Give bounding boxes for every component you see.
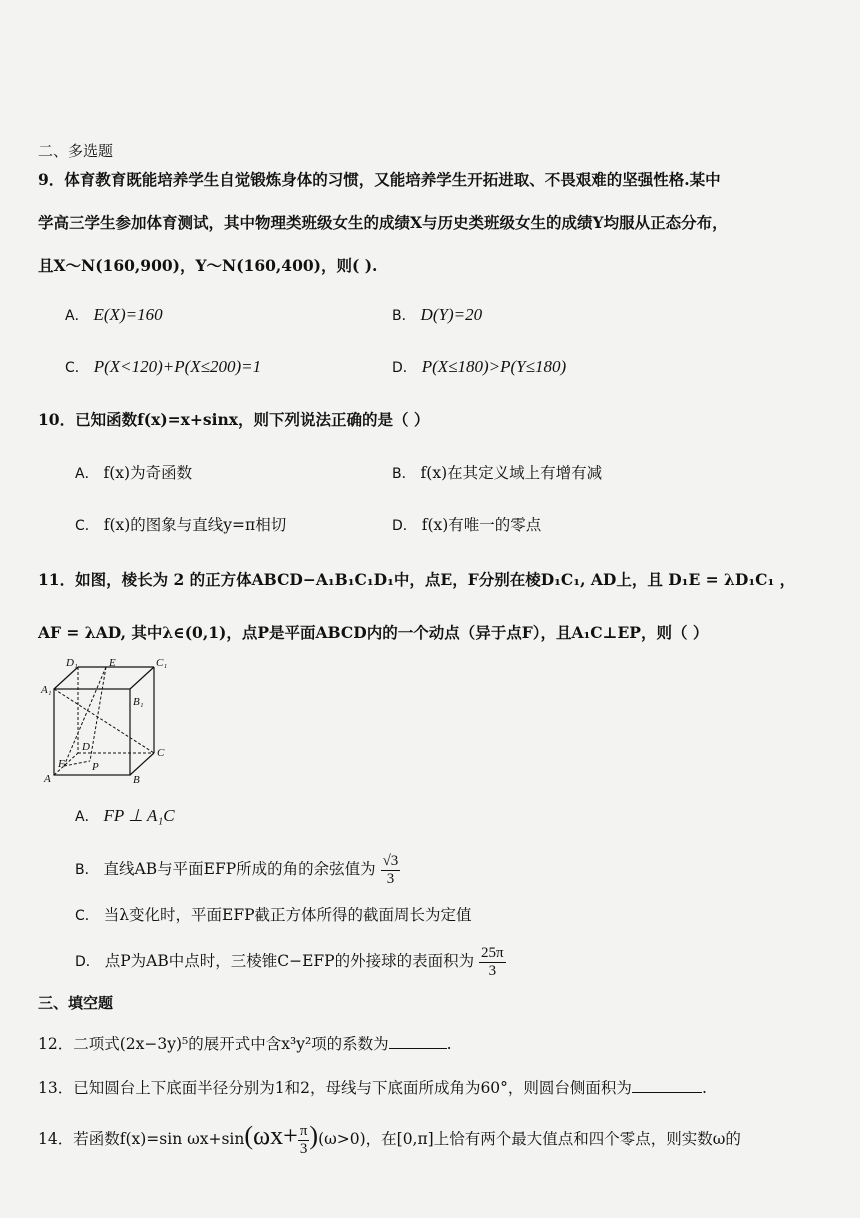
fig-label-b1: B₁ — [133, 696, 144, 708]
fig-label-p: P — [92, 761, 99, 773]
option-label: B． — [75, 862, 99, 878]
option-b-fraction — [381, 853, 401, 888]
fraction-denominator: 3 — [299, 1140, 308, 1157]
option-label: D． — [75, 954, 100, 970]
option-text: f(x)有唯一的零点 — [421, 516, 542, 534]
answer-blank[interactable] — [389, 1034, 447, 1049]
fraction-numerator: π — [299, 1122, 308, 1139]
q11-option-d — [75, 943, 506, 979]
option-label: D． — [392, 518, 417, 534]
option-label: B． — [392, 308, 416, 324]
option-text: D(Y)=20 — [420, 305, 483, 324]
option-text: 当λ变化时，平面EFP截正方体所得的截面周长为定值 — [103, 906, 472, 924]
option-text: f(x)在其定义域上有增有减 — [420, 464, 603, 482]
option-text: f(x)为奇函数 — [103, 464, 193, 482]
fig-label-c: C — [157, 747, 165, 759]
option-label: C． — [75, 908, 99, 924]
q14-stem-b: (ω>0)，在[0,π]上恰有两个最大值点和四个零点，则实数ω的 — [318, 1130, 741, 1148]
q10-option-d — [392, 515, 541, 536]
fig-label-c1: C₁ — [156, 657, 168, 669]
q12-stem: 12．二项式(2x−3y)⁵的展开式中含x³y²项的系数为 — [38, 1035, 389, 1053]
q9-option-b — [392, 305, 482, 326]
fig-label-a: A — [44, 773, 51, 785]
fig-label-b: B — [133, 774, 140, 785]
fig-label-a1: A₁ — [41, 684, 52, 696]
q14-fraction — [298, 1123, 310, 1158]
fig-label-e: E — [109, 657, 116, 669]
q11-stem-line2: AF = λAD, 其中λ∈(0,1)，点P是平面ABCD内的一个动点（异于点F），且A₁C⊥EP，则（ ） — [38, 623, 709, 642]
q10-stem: 10．已知函数f(x)=x+sinx，则下列说法正确的是（ ） — [38, 410, 430, 429]
fraction-denominator: 3 — [488, 962, 497, 979]
q14-paren-open: (ωx+ — [244, 1121, 298, 1150]
q12-end: . — [446, 1035, 452, 1053]
fraction-numerator: 25π — [481, 944, 504, 961]
fig-label-d: D — [82, 741, 90, 753]
q13-end: . — [701, 1079, 707, 1097]
option-text: P(X<120)+P(X≤200)=1 — [93, 357, 262, 376]
option-label: A． — [65, 308, 89, 324]
q12-line — [38, 1034, 452, 1054]
q14-stem-a: 14．若函数f(x)=sin ωx+sin — [38, 1130, 245, 1148]
option-label: A． — [75, 809, 99, 825]
option-text: f(x)的图象与直线y=π相切 — [103, 516, 287, 534]
option-label: C． — [65, 360, 89, 376]
option-label: B． — [392, 466, 416, 482]
q11-option-b — [75, 851, 400, 887]
q11-stem-line1: 11．如图，棱长为 2 的正方体ABCD−A₁B₁C₁D₁中，点E，F分别在棱D₁C₁, AD上，且 D₁E = λD₁C₁ ， — [38, 570, 796, 589]
answer-blank[interactable] — [632, 1078, 702, 1093]
section-heading-multi-choice: 二、多选题 — [38, 142, 114, 160]
q14-paren-close: ) — [309, 1121, 319, 1150]
q9-stem-line2: 学高三学生参加体育测试，其中物理类班级女生的成绩X与历史类班级女生的成绩Y均服从正态分布， — [38, 213, 728, 232]
option-d-fraction — [479, 945, 506, 980]
option-label: A． — [75, 466, 99, 482]
q9-option-c — [65, 357, 261, 378]
q9-stem-line3: 且X～N(160,900)，Y～N(160,400)，则( ). — [38, 256, 378, 275]
option-text: E(X)=160 — [93, 305, 163, 324]
fig-label-f: F — [58, 758, 65, 770]
option-text: 直线AB与平面EFP所成的角的余弦值为 — [103, 860, 376, 878]
fig-label-d1: D₁ — [66, 657, 78, 669]
option-text: P(X≤180)>P(Y≤180) — [421, 357, 567, 376]
option-text: FP ⊥ A₁C — [103, 806, 175, 825]
q13-stem: 13．已知圆台上下底面半径分别为1和2，母线与下底面所成角为60°，则圆台侧面积为 — [38, 1079, 632, 1097]
fraction-denominator: 3 — [386, 870, 395, 887]
option-label: D． — [392, 360, 417, 376]
q14-line — [38, 1114, 741, 1158]
q10-option-c — [75, 515, 286, 536]
option-text: 点P为AB中点时，三棱锥C−EFP的外接球的表面积为 — [104, 952, 475, 970]
cube-figure — [40, 655, 175, 785]
q13-line — [38, 1078, 707, 1098]
q11-option-a — [75, 806, 175, 827]
q11-option-c — [75, 905, 472, 926]
q10-option-a — [75, 463, 192, 484]
option-label: C． — [75, 518, 99, 534]
q9-stem-line1: 9．体育教育既能培养学生自觉锻炼身体的习惯，又能培养学生开拓进取、不畏艰难的坚强性格.某中 — [38, 170, 721, 189]
section-heading-fill-in: 三、填空题 — [38, 994, 114, 1012]
fraction-numerator: √3 — [382, 852, 399, 869]
q9-option-a — [65, 305, 163, 326]
q10-option-b — [392, 463, 602, 484]
q9-option-d — [392, 357, 566, 378]
